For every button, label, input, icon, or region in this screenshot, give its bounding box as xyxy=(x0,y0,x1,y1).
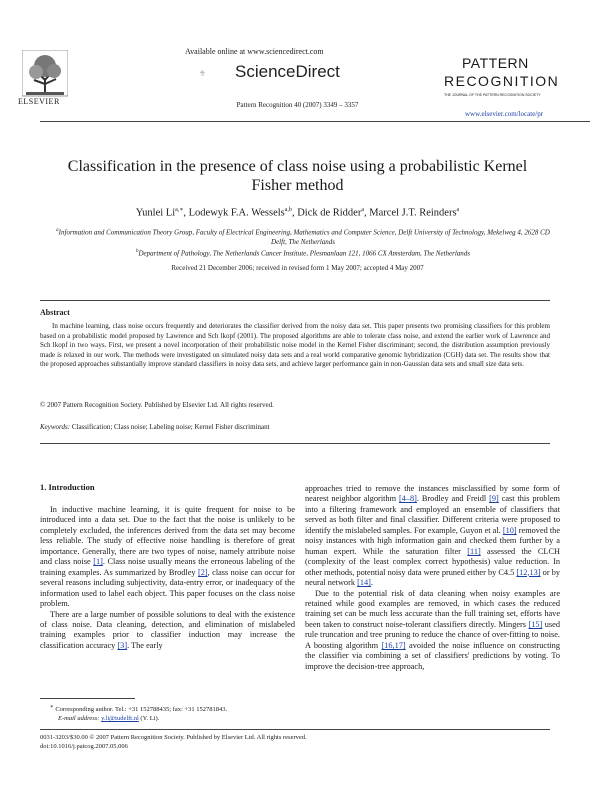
page-footer xyxy=(40,733,550,751)
paragraph-text: removed the noisy instances with high information gain and checked them further by a human expert. While the saturation filter xyxy=(305,525,560,556)
citation-link[interactable]: [16,17] xyxy=(381,640,406,650)
abstract-body: In machine learning, class noise occurs frequently and deteriorates the classifier derived from the noisy data set. This paper presents two promising classifiers for this problem based on a probabilistic model proposed by Lawrence and Sch lkopf (2001). The proposed algorithms are able to tolerate class noise, and extend the earlier work of Lawrence and Sch lkopf in two ways. First, we present a novel incorporation of their probabilistic noise model in the Kernel Fisher discriminant; second, the distribution assumption previously made is relaxed in our work. The methods were investigated on simulated noisy data sets and a real world comparative genomic hybridization (CGH) data set. The results show that the proposed approaches substantially improve standard classifiers in noisy data sets, and achieve larger performance gain in non-Gaussian data sets and small size data sets. xyxy=(40,322,550,369)
affiliation-a xyxy=(48,226,558,247)
header-rule xyxy=(40,121,590,122)
left-column xyxy=(40,505,295,651)
article-title: Classification in the presence of class noise using a probabilistic Kernel Fisher method xyxy=(67,158,528,194)
sciencedirect-icon xyxy=(200,58,230,88)
citation-link[interactable]: [14] xyxy=(357,578,371,588)
author-name: Marcel J.T. Reinders xyxy=(369,207,457,219)
availability-line: Available online at www.sciencedirect.com xyxy=(185,47,324,56)
author-sup: a xyxy=(456,207,460,213)
journal-logo-line2: RECOGNITION xyxy=(444,73,560,89)
paragraph-text: . Brodley and Freidl xyxy=(416,494,490,504)
paragraph-text: . Class noise usually means the erroneous labeling of the training examples. As summarized by Brodley xyxy=(40,557,295,577)
paragraph-text: cast this problem into a filtering framework and employed an ensemble of classifiers that served as both filter and final classifier. Different criteria were proposed to identify the mislabeled samples. For example, Guyon et al. xyxy=(305,494,561,535)
keywords-text: Classification; Class noise; Labeling noise; Kernel Fisher discriminant xyxy=(71,423,270,431)
footer-rule xyxy=(40,729,550,730)
affiliation-mark: a xyxy=(56,228,59,233)
citation-link[interactable]: [9] xyxy=(489,494,499,504)
paragraph-text: assessed the CLCH (complexity of the least complex correct hypothesis) value reduction. In other methods, potential noisy data were pruned either by C4.5 xyxy=(305,546,560,577)
author-name: Yunlei Li xyxy=(135,207,176,219)
paragraph-text: In inductive machine learning, it is quite frequent for noise to be introduced into a data set. Due to the fact that the noise is unlikely to be completely excluded, the inferences derived from the data set may become less reliable. The study of effective noise handling is therefore of great importance. Generally, there are two types of noise, namely attribute noise and class noise xyxy=(40,505,295,567)
abstract-copyright: © 2007 Pattern Recognition Society. Published by Elsevier Ltd. All rights reserved. xyxy=(40,401,274,409)
abstract-heading: Abstract xyxy=(40,308,70,317)
paragraph xyxy=(40,610,295,652)
abstract-top-rule xyxy=(40,300,550,301)
author-sup: a,∗ xyxy=(175,207,184,213)
paragraph-text: avoided the noise influence on constructing the classifier via combining a set of classifiers' predictions by voting. To improve the decision-tree approach, xyxy=(305,640,560,671)
citation-link[interactable]: [11] xyxy=(467,546,481,556)
citation-link[interactable]: [1] xyxy=(93,557,103,567)
author-name: Dick de Ridder xyxy=(297,207,362,219)
author-name: Lodewyk F.A. Wessels xyxy=(188,207,285,219)
journal-url-link[interactable]: www.elsevier.com/locate/pr xyxy=(465,110,544,118)
footer-issn: 0031-3203/$30.00 © 2007 Pattern Recognition Society. Published by Elsevier Ltd. All rights reserved. xyxy=(40,734,307,741)
paragraph-text: approaches tried to remove the instances misclassified by some form of nearest neighbor algorithm xyxy=(305,484,560,504)
keywords xyxy=(40,423,550,431)
citation-link[interactable]: [3] xyxy=(117,640,128,650)
elsevier-tree-logo xyxy=(22,50,68,102)
citation-link[interactable]: [12,13] xyxy=(516,567,541,577)
paragraph xyxy=(305,484,560,589)
journal-logo-line1: PATTERN xyxy=(462,55,529,71)
platform-name: ScienceDirect xyxy=(235,62,340,81)
paragraph-text: Due to the potential risk of data cleaning when noisy examples are retained while good examples are removed, in which cases the reduced training set can be much less accurate than the full training set, efforts have been taken to construct noise-tolerant classifiers directly. Mingers xyxy=(305,588,560,629)
keywords-label: Keywords: xyxy=(40,423,71,431)
footnote-mark: ∗ xyxy=(50,704,54,710)
publisher-logo-text: ELSEVIER xyxy=(18,97,60,106)
right-column xyxy=(305,484,560,672)
footnote-text: Corresponding author. Tel.: +31 152788435; fax: +31 152781843. xyxy=(55,706,228,714)
paragraph-text: There are a large number of possible solutions to deal with the existence of class noise. Data cleaning, detection, and elimination of mislabeled training examples prior to classifier induction may increase the classification accuracy xyxy=(40,609,295,650)
abstract-bottom-rule xyxy=(40,443,550,444)
journal-logo-tagline: THE JOURNAL OF THE PATTERN RECOGNITION SOCIETY xyxy=(444,93,541,97)
author-list: Yunlei $Li^{a,∗}$, Lodewyk F.A. Wessels$^{a,b}$, Dick de Ridder$^a$, Marcel J.T. Reinders$^a$ xyxy=(135,207,460,219)
author-sup: a,b xyxy=(284,207,292,213)
paragraph-text: used rule truncation and tree pruning to reduce the chance of over-fitting to noise. A boosting algorithm xyxy=(305,619,560,650)
footnote xyxy=(40,703,295,723)
paragraph xyxy=(40,505,295,610)
section-heading: 1. Introduction xyxy=(40,482,95,492)
article-dates: Received 21 December 2006; received in revised form 1 May 2007; accepted 4 May 2007 xyxy=(171,264,424,272)
footnote-corresponding xyxy=(40,703,295,714)
footnote-email xyxy=(40,714,295,723)
citation-link[interactable]: [10] xyxy=(502,525,517,535)
paragraph-text: . The early xyxy=(127,640,163,650)
citation-link[interactable]: [2] xyxy=(197,567,208,577)
email-suffix: (Y. Li). xyxy=(140,715,160,723)
paragraph-text: or by neural network xyxy=(305,567,560,588)
email-link[interactable]: y.li@tudelft.nl xyxy=(101,715,139,723)
paragraph-text: . xyxy=(370,578,373,588)
paragraph xyxy=(305,589,560,673)
citation-link[interactable]: [4–8] xyxy=(398,494,417,504)
journal-citation: Pattern Recognition 40 (2007) 3349 – 3357 xyxy=(236,101,359,109)
affiliation-text: Department of Pathology, The Netherlands Cancer Institute, Plesmanlaan 121, 1066 CX Amsterdam, The Netherlands xyxy=(138,249,470,258)
affiliation-b xyxy=(48,247,558,258)
affiliation-mark: b xyxy=(135,249,139,254)
author-sup: a xyxy=(361,207,365,213)
footnote-rule xyxy=(40,698,135,699)
citation-link[interactable]: [15] xyxy=(528,619,543,629)
affiliation-text: Information and Communication Theory Group, Faculty of Electrical Engineering, Mathematics and Computer Science, Delft University of Technology, Mekelweg 4, 2628 CD Delft, The Netherlands xyxy=(58,228,550,247)
paragraph-text: , class noise can occur for several reasons including subjectivity, data-entry error, or inadequacy of the information used to label each object. This paper focuses on the class noise problem. xyxy=(40,567,295,609)
email-label: E-mail address: xyxy=(58,715,100,723)
footer-doi: doi:10.1016/j.patcog.2007.05.006 xyxy=(40,743,128,750)
